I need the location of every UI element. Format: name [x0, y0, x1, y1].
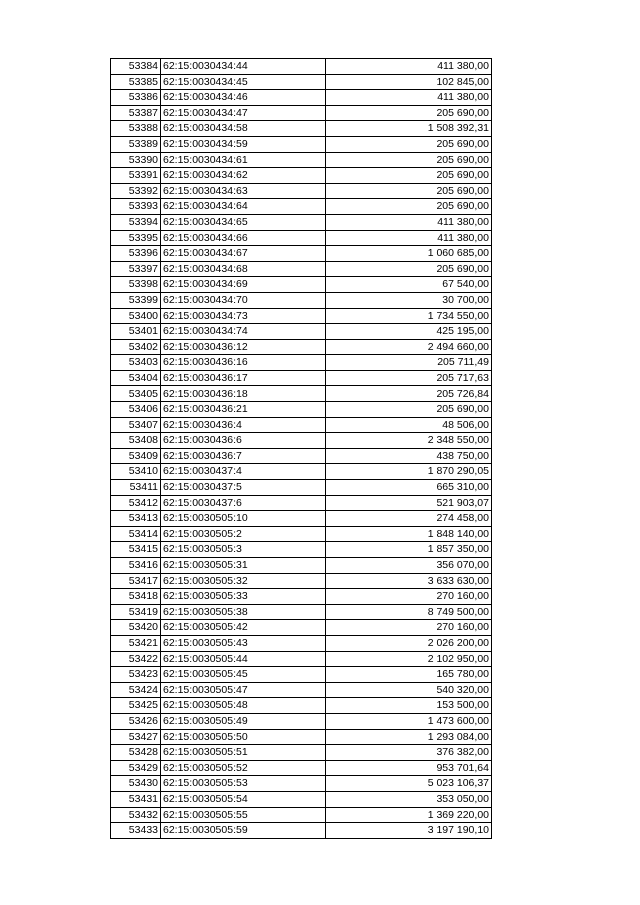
cadastral-number-cell: 62:15:0030505:38 — [161, 604, 326, 620]
value-cell: 5 023 106,37 — [326, 776, 492, 792]
cadastral-number-cell: 62:15:0030436:6 — [161, 433, 326, 449]
row-number-cell: 53384 — [111, 59, 161, 75]
value-cell: 205 690,00 — [326, 152, 492, 168]
table-row — [111, 823, 492, 839]
cadastral-number-cell: 62:15:0030505:33 — [161, 589, 326, 605]
cadastral-number-cell: 62:15:0030505:32 — [161, 573, 326, 589]
row-number-cell: 53391 — [111, 168, 161, 184]
cadastral-number-cell: 62:15:0030434:73 — [161, 308, 326, 324]
cadastral-number-cell: 62:15:0030505:43 — [161, 635, 326, 651]
cadastral-number-cell: 62:15:0030505:3 — [161, 542, 326, 558]
row-number-cell: 53427 — [111, 729, 161, 745]
row-number-cell: 53421 — [111, 635, 161, 651]
row-number-cell: 53417 — [111, 573, 161, 589]
table-row — [111, 433, 492, 449]
cadastral-number-cell: 62:15:0030434:44 — [161, 59, 326, 75]
table-row — [111, 308, 492, 324]
row-number-cell: 53387 — [111, 105, 161, 121]
value-cell: 376 382,00 — [326, 745, 492, 761]
value-cell: 411 380,00 — [326, 90, 492, 106]
value-cell: 8 749 500,00 — [326, 604, 492, 620]
value-cell: 274 458,00 — [326, 511, 492, 527]
value-cell: 1 508 392,31 — [326, 121, 492, 137]
row-number-cell: 53412 — [111, 495, 161, 511]
value-cell: 270 160,00 — [326, 589, 492, 605]
value-cell: 411 380,00 — [326, 59, 492, 75]
cadastral-number-cell: 62:15:0030505:10 — [161, 511, 326, 527]
table-row — [111, 760, 492, 776]
value-cell: 353 050,00 — [326, 791, 492, 807]
table-row — [111, 168, 492, 184]
value-cell: 153 500,00 — [326, 698, 492, 714]
table-row — [111, 90, 492, 106]
row-number-cell: 53388 — [111, 121, 161, 137]
table-row — [111, 511, 492, 527]
row-number-cell: 53430 — [111, 776, 161, 792]
cadastral-number-cell: 62:15:0030434:47 — [161, 105, 326, 121]
cadastral-number-cell: 62:15:0030505:42 — [161, 620, 326, 636]
cadastral-number-cell: 62:15:0030434:63 — [161, 183, 326, 199]
row-number-cell: 53410 — [111, 464, 161, 480]
table-row — [111, 230, 492, 246]
value-cell: 205 690,00 — [326, 402, 492, 418]
cadastral-number-cell: 62:15:0030505:49 — [161, 713, 326, 729]
row-number-cell: 53385 — [111, 74, 161, 90]
cadastral-number-cell: 62:15:0030505:55 — [161, 807, 326, 823]
value-cell: 205 690,00 — [326, 183, 492, 199]
table-row — [111, 183, 492, 199]
row-number-cell: 53422 — [111, 651, 161, 667]
table-row — [111, 651, 492, 667]
table-row — [111, 604, 492, 620]
row-number-cell: 53386 — [111, 90, 161, 106]
row-number-cell: 53420 — [111, 620, 161, 636]
table-row — [111, 776, 492, 792]
table-row — [111, 121, 492, 137]
cadastral-number-cell: 62:15:0030434:69 — [161, 277, 326, 293]
table-row — [111, 152, 492, 168]
cadastral-number-cell: 62:15:0030505:53 — [161, 776, 326, 792]
cadastral-value-table — [110, 58, 492, 839]
row-number-cell: 53423 — [111, 667, 161, 683]
value-cell: 205 717,63 — [326, 370, 492, 386]
table-row — [111, 339, 492, 355]
row-number-cell: 53409 — [111, 448, 161, 464]
value-cell: 205 726,84 — [326, 386, 492, 402]
table-row — [111, 199, 492, 215]
table-row — [111, 698, 492, 714]
table-row — [111, 370, 492, 386]
value-cell: 1 857 350,00 — [326, 542, 492, 558]
table-row — [111, 620, 492, 636]
table-row — [111, 136, 492, 152]
cadastral-number-cell: 62:15:0030434:68 — [161, 261, 326, 277]
row-number-cell: 53411 — [111, 480, 161, 496]
row-number-cell: 53405 — [111, 386, 161, 402]
cadastral-number-cell: 62:15:0030437:5 — [161, 480, 326, 496]
value-cell: 165 780,00 — [326, 667, 492, 683]
cadastral-number-cell: 62:15:0030505:31 — [161, 558, 326, 574]
table-row — [111, 807, 492, 823]
table-row — [111, 324, 492, 340]
cadastral-number-cell: 62:15:0030505:50 — [161, 729, 326, 745]
cadastral-number-cell: 62:15:0030434:58 — [161, 121, 326, 137]
table-row — [111, 589, 492, 605]
table-row — [111, 417, 492, 433]
row-number-cell: 53431 — [111, 791, 161, 807]
row-number-cell: 53425 — [111, 698, 161, 714]
row-number-cell: 53416 — [111, 558, 161, 574]
row-number-cell: 53415 — [111, 542, 161, 558]
table-row — [111, 542, 492, 558]
cadastral-number-cell: 62:15:0030434:61 — [161, 152, 326, 168]
value-cell: 2 026 200,00 — [326, 635, 492, 651]
table-row — [111, 214, 492, 230]
value-cell: 102 845,00 — [326, 74, 492, 90]
value-cell: 205 690,00 — [326, 105, 492, 121]
cadastral-number-cell: 62:15:0030434:64 — [161, 199, 326, 215]
table-row — [111, 355, 492, 371]
value-cell: 953 701,64 — [326, 760, 492, 776]
value-cell: 1 293 084,00 — [326, 729, 492, 745]
row-number-cell: 53406 — [111, 402, 161, 418]
row-number-cell: 53414 — [111, 526, 161, 542]
cadastral-number-cell: 62:15:0030505:54 — [161, 791, 326, 807]
table-row — [111, 464, 492, 480]
row-number-cell: 53428 — [111, 745, 161, 761]
table-row — [111, 495, 492, 511]
row-number-cell: 53397 — [111, 261, 161, 277]
table-row — [111, 277, 492, 293]
row-number-cell: 53407 — [111, 417, 161, 433]
value-cell: 411 380,00 — [326, 214, 492, 230]
value-cell: 1 060 685,00 — [326, 246, 492, 262]
table-row — [111, 791, 492, 807]
table-row — [111, 667, 492, 683]
table-row — [111, 386, 492, 402]
cadastral-number-cell: 62:15:0030505:59 — [161, 823, 326, 839]
row-number-cell: 53401 — [111, 324, 161, 340]
value-cell: 665 310,00 — [326, 480, 492, 496]
row-number-cell: 53394 — [111, 214, 161, 230]
table-row — [111, 105, 492, 121]
row-number-cell: 53432 — [111, 807, 161, 823]
table-row — [111, 480, 492, 496]
cadastral-number-cell: 62:15:0030436:12 — [161, 339, 326, 355]
row-number-cell: 53433 — [111, 823, 161, 839]
table-row — [111, 713, 492, 729]
cadastral-number-cell: 62:15:0030437:6 — [161, 495, 326, 511]
cadastral-number-cell: 62:15:0030505:2 — [161, 526, 326, 542]
value-cell: 205 690,00 — [326, 168, 492, 184]
row-number-cell: 53404 — [111, 370, 161, 386]
value-cell: 48 506,00 — [326, 417, 492, 433]
row-number-cell: 53399 — [111, 292, 161, 308]
table-row — [111, 292, 492, 308]
cadastral-number-cell: 62:15:0030505:47 — [161, 682, 326, 698]
row-number-cell: 53419 — [111, 604, 161, 620]
value-cell: 1 369 220,00 — [326, 807, 492, 823]
table-row — [111, 635, 492, 651]
value-cell: 205 711,49 — [326, 355, 492, 371]
cadastral-number-cell: 62:15:0030505:52 — [161, 760, 326, 776]
table-row — [111, 261, 492, 277]
table-row — [111, 74, 492, 90]
value-cell: 2 348 550,00 — [326, 433, 492, 449]
value-cell: 205 690,00 — [326, 136, 492, 152]
value-cell: 3 633 630,00 — [326, 573, 492, 589]
cadastral-number-cell: 62:15:0030434:67 — [161, 246, 326, 262]
table-row — [111, 558, 492, 574]
value-cell: 356 070,00 — [326, 558, 492, 574]
row-number-cell: 53398 — [111, 277, 161, 293]
row-number-cell: 53402 — [111, 339, 161, 355]
value-cell: 425 195,00 — [326, 324, 492, 340]
value-cell: 411 380,00 — [326, 230, 492, 246]
value-cell: 205 690,00 — [326, 199, 492, 215]
row-number-cell: 53426 — [111, 713, 161, 729]
cadastral-number-cell: 62:15:0030434:45 — [161, 74, 326, 90]
table-row — [111, 246, 492, 262]
row-number-cell: 53392 — [111, 183, 161, 199]
row-number-cell: 53424 — [111, 682, 161, 698]
cadastral-number-cell: 62:15:0030434:65 — [161, 214, 326, 230]
row-number-cell: 53389 — [111, 136, 161, 152]
cadastral-number-cell: 62:15:0030434:46 — [161, 90, 326, 106]
cadastral-number-cell: 62:15:0030505:44 — [161, 651, 326, 667]
value-cell: 438 750,00 — [326, 448, 492, 464]
table-row — [111, 729, 492, 745]
cadastral-number-cell: 62:15:0030434:62 — [161, 168, 326, 184]
value-cell: 30 700,00 — [326, 292, 492, 308]
document-table-container — [110, 58, 492, 839]
cadastral-number-cell: 62:15:0030436:21 — [161, 402, 326, 418]
table-row — [111, 448, 492, 464]
value-cell: 270 160,00 — [326, 620, 492, 636]
row-number-cell: 53393 — [111, 199, 161, 215]
cadastral-number-cell: 62:15:0030505:51 — [161, 745, 326, 761]
value-cell: 1 870 290,05 — [326, 464, 492, 480]
cadastral-number-cell: 62:15:0030436:7 — [161, 448, 326, 464]
row-number-cell: 53413 — [111, 511, 161, 527]
value-cell: 540 320,00 — [326, 682, 492, 698]
row-number-cell: 53418 — [111, 589, 161, 605]
value-cell: 2 102 950,00 — [326, 651, 492, 667]
cadastral-number-cell: 62:15:0030436:17 — [161, 370, 326, 386]
row-number-cell: 53390 — [111, 152, 161, 168]
cadastral-number-cell: 62:15:0030434:70 — [161, 292, 326, 308]
row-number-cell: 53403 — [111, 355, 161, 371]
cadastral-number-cell: 62:15:0030434:59 — [161, 136, 326, 152]
value-cell: 521 903,07 — [326, 495, 492, 511]
row-number-cell: 53400 — [111, 308, 161, 324]
cadastral-number-cell: 62:15:0030436:16 — [161, 355, 326, 371]
table-row — [111, 573, 492, 589]
cadastral-number-cell: 62:15:0030437:4 — [161, 464, 326, 480]
table-body — [111, 59, 492, 839]
cadastral-number-cell: 62:15:0030434:66 — [161, 230, 326, 246]
table-row — [111, 402, 492, 418]
row-number-cell: 53408 — [111, 433, 161, 449]
value-cell: 67 540,00 — [326, 277, 492, 293]
cadastral-number-cell: 62:15:0030505:48 — [161, 698, 326, 714]
value-cell: 1 473 600,00 — [326, 713, 492, 729]
cadastral-number-cell: 62:15:0030505:45 — [161, 667, 326, 683]
table-row — [111, 59, 492, 75]
value-cell: 3 197 190,10 — [326, 823, 492, 839]
table-row — [111, 526, 492, 542]
table-row — [111, 682, 492, 698]
value-cell: 1 848 140,00 — [326, 526, 492, 542]
cadastral-number-cell: 62:15:0030436:4 — [161, 417, 326, 433]
row-number-cell: 53395 — [111, 230, 161, 246]
row-number-cell: 53396 — [111, 246, 161, 262]
table-row — [111, 745, 492, 761]
cadastral-number-cell: 62:15:0030436:18 — [161, 386, 326, 402]
row-number-cell: 53429 — [111, 760, 161, 776]
cadastral-number-cell: 62:15:0030434:74 — [161, 324, 326, 340]
value-cell: 1 734 550,00 — [326, 308, 492, 324]
value-cell: 205 690,00 — [326, 261, 492, 277]
value-cell: 2 494 660,00 — [326, 339, 492, 355]
